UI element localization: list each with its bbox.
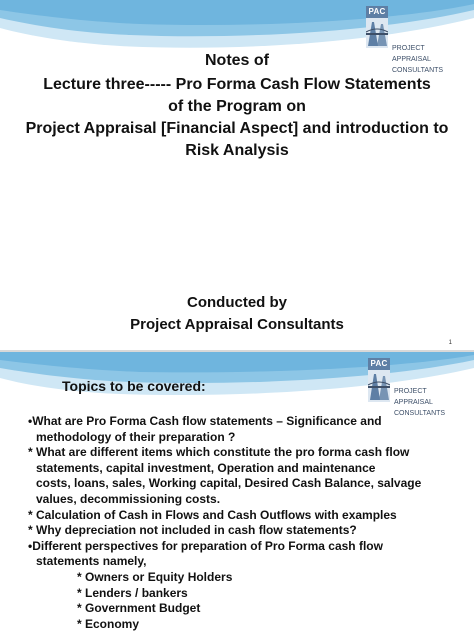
topic-line-10: statements namely, bbox=[36, 554, 147, 569]
topic-line-7: * Calculation of Cash in Flows and Cash Outflows with examples bbox=[28, 507, 397, 522]
logo-mark-2 bbox=[368, 358, 390, 402]
topics-heading: Topics to be covered: bbox=[62, 378, 206, 394]
page-number: 1 bbox=[448, 340, 452, 346]
title-line-4: Project Appraisal [Financial Aspect] and introduction to bbox=[25, 120, 449, 137]
topic-sub-lenders: * Lenders / bankers bbox=[77, 585, 188, 600]
title-line-5: Risk Analysis bbox=[185, 142, 289, 159]
title-line-1: Notes of bbox=[205, 52, 269, 69]
conducted-by-block bbox=[0, 292, 474, 336]
logo-line-1-2: PROJECT bbox=[394, 388, 427, 395]
topic-line-6: values, decommissioning costs. bbox=[36, 491, 221, 506]
topic-sub-owners: * Owners or Equity Holders bbox=[77, 569, 233, 584]
logo-line-2-2: APPRAISAL CONSULTANTS bbox=[394, 399, 446, 417]
topic-line-9: •Different perspectives for preparation of Pro Forma cash flow bbox=[28, 538, 383, 553]
conducted-by-label: Conducted by bbox=[187, 294, 287, 311]
logo-line-2: APPRAISAL CONSULTANTS bbox=[392, 56, 444, 74]
title-line-3: of the Program on bbox=[168, 98, 306, 115]
topics-list bbox=[28, 414, 468, 632]
topic-line-8: * Why depreciation not included in cash flow statements? bbox=[28, 523, 357, 538]
presenter-name: Project Appraisal Consultants bbox=[130, 316, 344, 333]
topic-line-1: •What are Pro Forma Cash flow statements – Significance and bbox=[28, 414, 382, 428]
topic-sub-government: * Government Budget bbox=[77, 601, 201, 616]
topic-line-3: * What are different items which constitute the pro forma cash flow bbox=[28, 445, 410, 460]
slide-title bbox=[0, 50, 474, 162]
topic-line-2: methodology of their preparation ? bbox=[36, 429, 236, 444]
company-logo-2 bbox=[368, 358, 474, 419]
logo-abbr-2: PAC bbox=[368, 358, 390, 370]
topic-sub-economy: * Economy bbox=[77, 616, 140, 631]
logo-mark bbox=[366, 6, 388, 48]
logo-line-1: PROJECT bbox=[392, 45, 425, 52]
logo-abbr: PAC bbox=[366, 6, 388, 18]
title-line-2: Lecture three----- Pro Forma Cash Flow Statements bbox=[43, 76, 431, 93]
topic-line-4: statements, capital investment, Operation and maintenance bbox=[36, 460, 376, 475]
topic-line-5: costs, loans, sales, Working capital, Desired Cash Balance, salvage bbox=[36, 476, 422, 491]
